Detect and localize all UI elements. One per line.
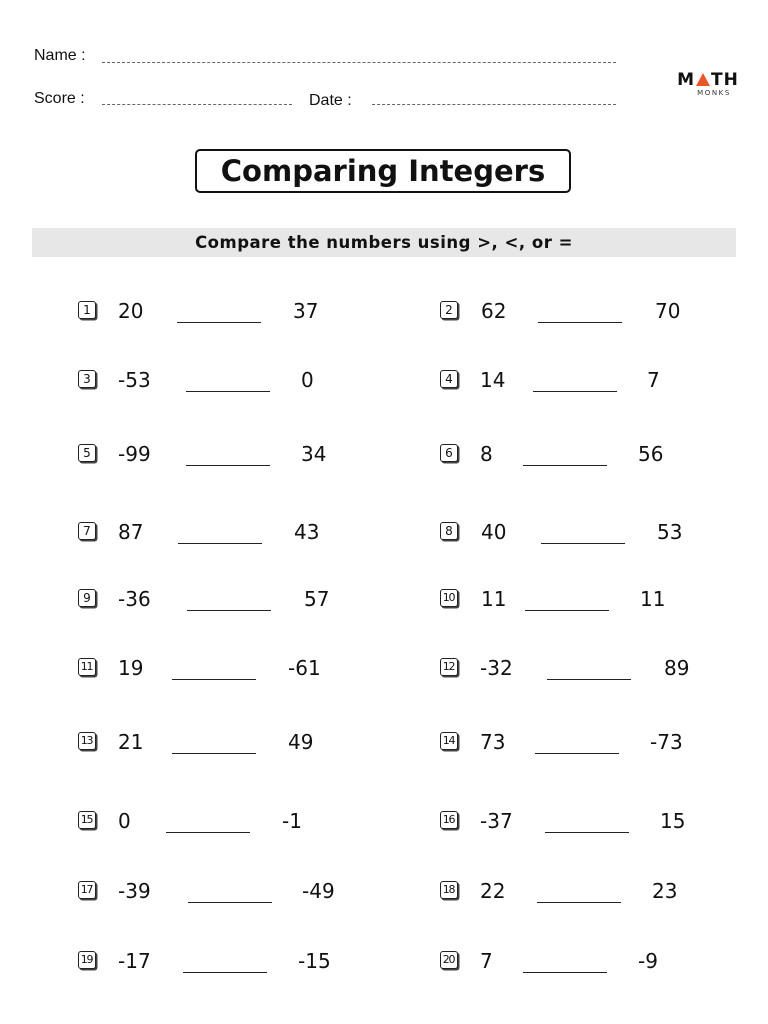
question-item [78, 520, 378, 546]
question-item [440, 879, 740, 905]
first-number: -32 [480, 656, 513, 680]
second-number: 49 [288, 730, 314, 754]
first-number: -99 [118, 442, 151, 466]
logo-subtext: MONKS [697, 89, 731, 97]
question-number: 6 [440, 444, 458, 462]
question-item [78, 879, 378, 905]
question-item [78, 587, 378, 613]
question-number: 18 [440, 881, 458, 899]
answer-blank[interactable] [523, 465, 607, 466]
question-number: 1 [78, 301, 96, 319]
question-item [440, 656, 740, 682]
question-item [78, 949, 378, 975]
first-number: 73 [480, 730, 506, 754]
question-item [440, 299, 740, 325]
date-label: Date : [309, 92, 352, 109]
question-item [78, 442, 378, 468]
question-number: 8 [440, 522, 458, 540]
first-number: -37 [480, 809, 513, 833]
answer-blank[interactable] [172, 753, 256, 754]
question-item [78, 368, 378, 394]
question-item [440, 368, 740, 394]
second-number: 37 [293, 299, 319, 323]
first-number: 40 [481, 520, 507, 544]
second-number: 11 [640, 587, 666, 611]
second-number: 7 [647, 368, 660, 392]
question-item [440, 520, 740, 546]
question-number: 11 [78, 658, 96, 676]
second-number: -9 [638, 949, 658, 973]
first-number: 21 [118, 730, 144, 754]
question-number: 20 [440, 951, 458, 969]
second-number: 57 [304, 587, 330, 611]
first-number: -39 [118, 879, 151, 903]
score-field[interactable] [102, 104, 292, 105]
instruction-text: Compare the numbers using >, <, or = [195, 233, 573, 252]
first-number: -53 [118, 368, 151, 392]
second-number: 89 [664, 656, 690, 680]
name-label: Name : [34, 47, 86, 64]
question-number: 9 [78, 589, 96, 607]
answer-blank[interactable] [537, 902, 621, 903]
math-monks-logo [676, 70, 740, 97]
question-number: 13 [78, 732, 96, 750]
triangle-icon [696, 73, 710, 86]
first-number: 22 [480, 879, 506, 903]
second-number: -73 [650, 730, 683, 754]
question-number: 2 [440, 301, 458, 319]
question-number: 7 [78, 522, 96, 540]
name-field[interactable] [102, 62, 616, 63]
second-number: 15 [660, 809, 686, 833]
question-item [440, 442, 740, 468]
answer-blank[interactable] [525, 610, 609, 611]
answer-blank[interactable] [547, 679, 631, 680]
answer-blank[interactable] [187, 610, 271, 611]
question-number: 3 [78, 370, 96, 388]
title-box [195, 149, 571, 193]
answer-blank[interactable] [541, 543, 625, 544]
first-number: 11 [481, 587, 507, 611]
page-title: Comparing Integers [220, 154, 546, 188]
first-number: 87 [118, 520, 144, 544]
second-number: -15 [298, 949, 331, 973]
question-number: 5 [78, 444, 96, 462]
score-label: Score : [34, 90, 85, 107]
first-number: 62 [481, 299, 507, 323]
question-item [78, 656, 378, 682]
question-number: 15 [78, 811, 96, 829]
second-number: 34 [301, 442, 327, 466]
second-number: -61 [288, 656, 321, 680]
question-item [440, 809, 740, 835]
instruction-banner [32, 228, 736, 257]
answer-blank[interactable] [533, 391, 617, 392]
first-number: -36 [118, 587, 151, 611]
question-number: 4 [440, 370, 458, 388]
answer-blank[interactable] [188, 902, 272, 903]
answer-blank[interactable] [523, 972, 607, 973]
answer-blank[interactable] [535, 753, 619, 754]
second-number: 53 [657, 520, 683, 544]
answer-blank[interactable] [183, 972, 267, 973]
first-number: 7 [480, 949, 493, 973]
first-number: 14 [480, 368, 506, 392]
answer-blank[interactable] [178, 543, 262, 544]
first-number: 20 [118, 299, 144, 323]
answer-blank[interactable] [186, 391, 270, 392]
first-number: 0 [118, 809, 131, 833]
question-item [440, 730, 740, 756]
question-item [440, 949, 740, 975]
answer-blank[interactable] [545, 832, 629, 833]
question-number: 12 [440, 658, 458, 676]
question-number: 16 [440, 811, 458, 829]
second-number: 70 [655, 299, 681, 323]
question-item [78, 809, 378, 835]
first-number: -17 [118, 949, 151, 973]
second-number: -49 [302, 879, 335, 903]
question-item [440, 587, 740, 613]
second-number: 0 [301, 368, 314, 392]
question-item [78, 299, 378, 325]
second-number: 56 [638, 442, 664, 466]
logo-text-left: M [677, 70, 696, 90]
question-number: 14 [440, 732, 458, 750]
date-field[interactable] [372, 104, 616, 105]
question-number: 19 [78, 951, 96, 969]
answer-blank[interactable] [177, 322, 261, 323]
question-number: 10 [440, 589, 458, 607]
second-number: 23 [652, 879, 678, 903]
answer-blank[interactable] [186, 465, 270, 466]
second-number: 43 [294, 520, 320, 544]
answer-blank[interactable] [166, 832, 250, 833]
question-number: 17 [78, 881, 96, 899]
second-number: -1 [282, 809, 302, 833]
first-number: 8 [480, 442, 493, 466]
logo-text-right: TH [711, 70, 739, 90]
answer-blank[interactable] [172, 679, 256, 680]
answer-blank[interactable] [538, 322, 622, 323]
question-item [78, 730, 378, 756]
first-number: 19 [118, 656, 144, 680]
